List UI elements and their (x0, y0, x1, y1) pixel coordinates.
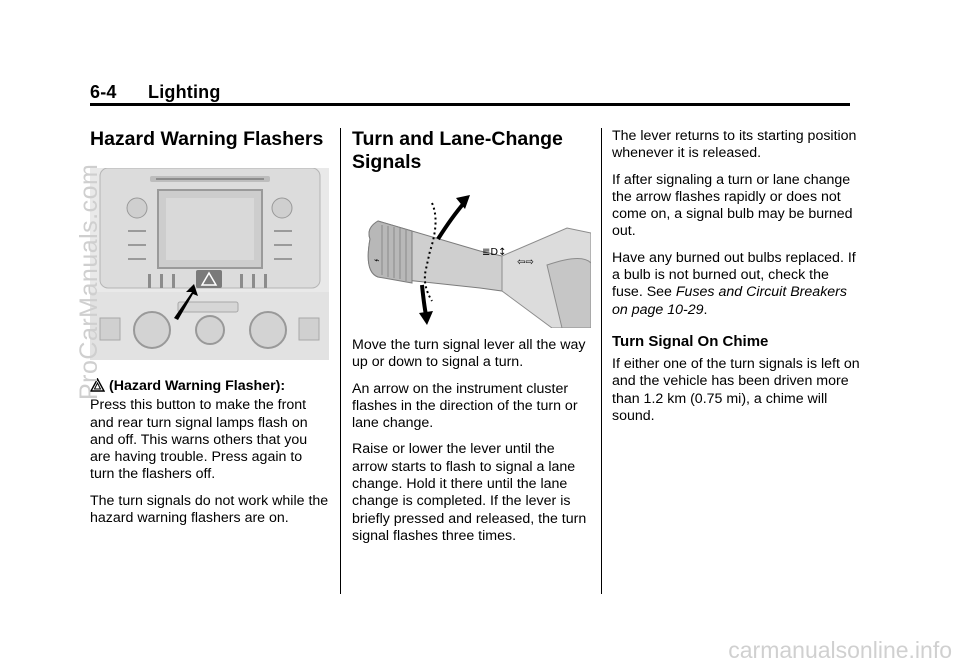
paragraph: Move the turn signal lever all the way up or down to signal a turn. (352, 337, 586, 371)
heading-line: Turn and Lane-Change (352, 128, 563, 150)
hazard-note: The turn signals do not work while the hazard warning flashers are on. (90, 492, 329, 527)
paragraph-text: Have any burned out bulbs replaced. If a bulb is not burned out, check the fuse. See (612, 249, 856, 301)
middle-column (352, 128, 592, 174)
center-console-figure (90, 168, 329, 360)
right-column (612, 128, 860, 434)
corner-watermark: carmanualsonline.info (728, 637, 952, 663)
left-column (90, 128, 330, 151)
section-title: Lighting (148, 82, 221, 102)
section-heading: Hazard Warning Flashers (90, 128, 324, 150)
hazard-button-illustration (90, 168, 329, 360)
cross-reference-link[interactable]: Fuses and Circuit Breakers on page 10-29 (612, 284, 847, 318)
svg-text:⌁: ⌁ (374, 256, 380, 266)
side-watermark: ProCarManuals.com (75, 163, 103, 400)
svg-text:⇦⇨: ⇦⇨ (517, 257, 534, 268)
page-header (90, 82, 221, 103)
left-column-text (90, 378, 330, 536)
turn-signal-lever-illustration (352, 193, 591, 328)
column-divider (340, 128, 341, 594)
middle-column-text (352, 337, 592, 554)
hazard-label: (Hazard Warning Flasher): (109, 378, 286, 394)
section-number: 6-4 (90, 82, 117, 102)
heading-line: Signals (352, 151, 422, 173)
paragraph: If after signaling a turn or lane change the arrow flashes rapidly or does not come on, a signal bulb may be burned out. (612, 171, 853, 240)
subsection-heading: Turn Signal On Chime (612, 332, 769, 350)
header-rule (90, 103, 850, 106)
turn-signal-lever-figure (352, 193, 591, 328)
paragraph: An arrow on the instrument cluster flashes in the direction of the turn or lane change. (352, 380, 578, 432)
paragraph (612, 250, 860, 319)
paragraph: The lever returns to its starting position whenever it is released. (612, 128, 857, 162)
paragraph: Raise or lower the lever until the arrow starts to flash to signal a lane change. Hold it there until the lane change is completed. If the lever is briefly pressed and released, the turn signal flashes three times. (352, 441, 587, 544)
paragraph-end: . (703, 301, 708, 318)
column-divider (601, 128, 602, 594)
svg-text:≣D↕: ≣D↕ (482, 247, 507, 258)
paragraph: If either one of the turn signals is left on and the vehicle has been driven more than 1.2 km (0.75 mi), a chime will sound. (612, 355, 860, 424)
hazard-description: Press this button to make the front and rear turn signal lamps flash on and off. This warns others that you are having trouble. Press again to turn the flashers off. (90, 397, 308, 483)
section-heading (352, 128, 592, 174)
